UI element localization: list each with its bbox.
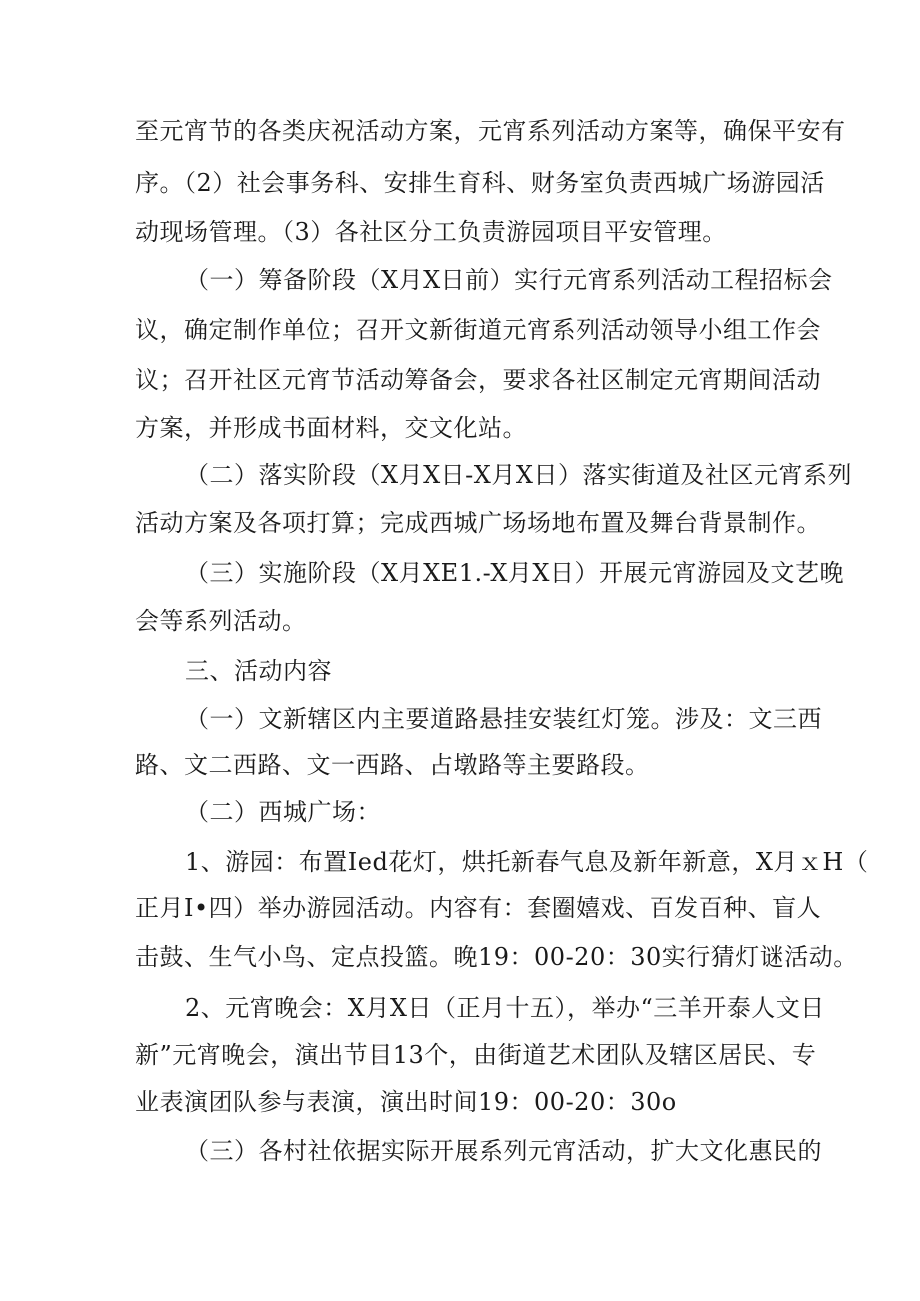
text-line: 正月I•四）举办游园活动。内容有：套圈嬉戏、百发百种、盲人 — [135, 894, 822, 922]
text-line: （三）实施阶段（X月XE1.-X月X日）开展元宵游园及文艺晚 — [185, 559, 845, 587]
text-line: 1、游园：布置Ied花灯，烘托新春气息及新年新意，X月ｘH（ — [185, 848, 869, 876]
text-line: 击鼓、生气小鸟、定点投篮。晚19：00-20：30实行猜灯谜活动。 — [135, 943, 858, 971]
text-line: 新”元宵晚会，演出节目13个，由街道艺术团队及辖区居民、专 — [135, 1041, 817, 1069]
text-line: 序。（2）社会事务科、安排生育科、财务室负责西城广场游园活 — [135, 169, 825, 197]
text-line: （二）西城广场： — [185, 798, 381, 826]
text-line: 2、元宵晚会：X月X日（正月十五），举办“三羊开泰人文日 — [185, 994, 825, 1022]
text-line: 议，确定制作单位；召开文新街道元宵系列活动领导小组工作会 — [135, 316, 821, 344]
section-heading: 三、活动内容 — [185, 657, 332, 685]
text-line: （一）文新辖区内主要道路悬挂安装红灯笼。涉及：文三西 — [185, 705, 822, 733]
text-line: （一）筹备阶段（X月X日前）实行元宵系列活动工程招标会 — [185, 266, 833, 294]
text-line: 动现场管理。（3）各社区分工负责游园项目平安管理。 — [135, 218, 727, 246]
text-line: （二）落实阶段（X月X日-X月X日）落实街道及社区元宵系列 — [185, 461, 852, 489]
text-line: 方案，并形成书面材料，交文化站。 — [135, 414, 527, 442]
text-line: （三）各村社依据实际开展系列元宵活动，扩大文化惠民的 — [185, 1137, 822, 1165]
text-line: 业表演团队参与表演，演出时间19：00-20：30o — [135, 1088, 677, 1116]
text-line: 至元宵节的各类庆祝活动方案，元宵系列活动方案等，确保平安有 — [135, 117, 846, 145]
text-line: 议；召开社区元宵节活动筹备会，要求各社区制定元宵期间活动 — [135, 366, 821, 394]
document-body — [135, 0, 869, 1301]
text-line: 会等系列活动。 — [135, 607, 307, 635]
text-line: 活动方案及各项打算；完成西城广场场地布置及舞台背景制作。 — [135, 509, 821, 537]
text-line: 路、文二西路、文一西路、占墩路等主要路段。 — [135, 751, 650, 779]
